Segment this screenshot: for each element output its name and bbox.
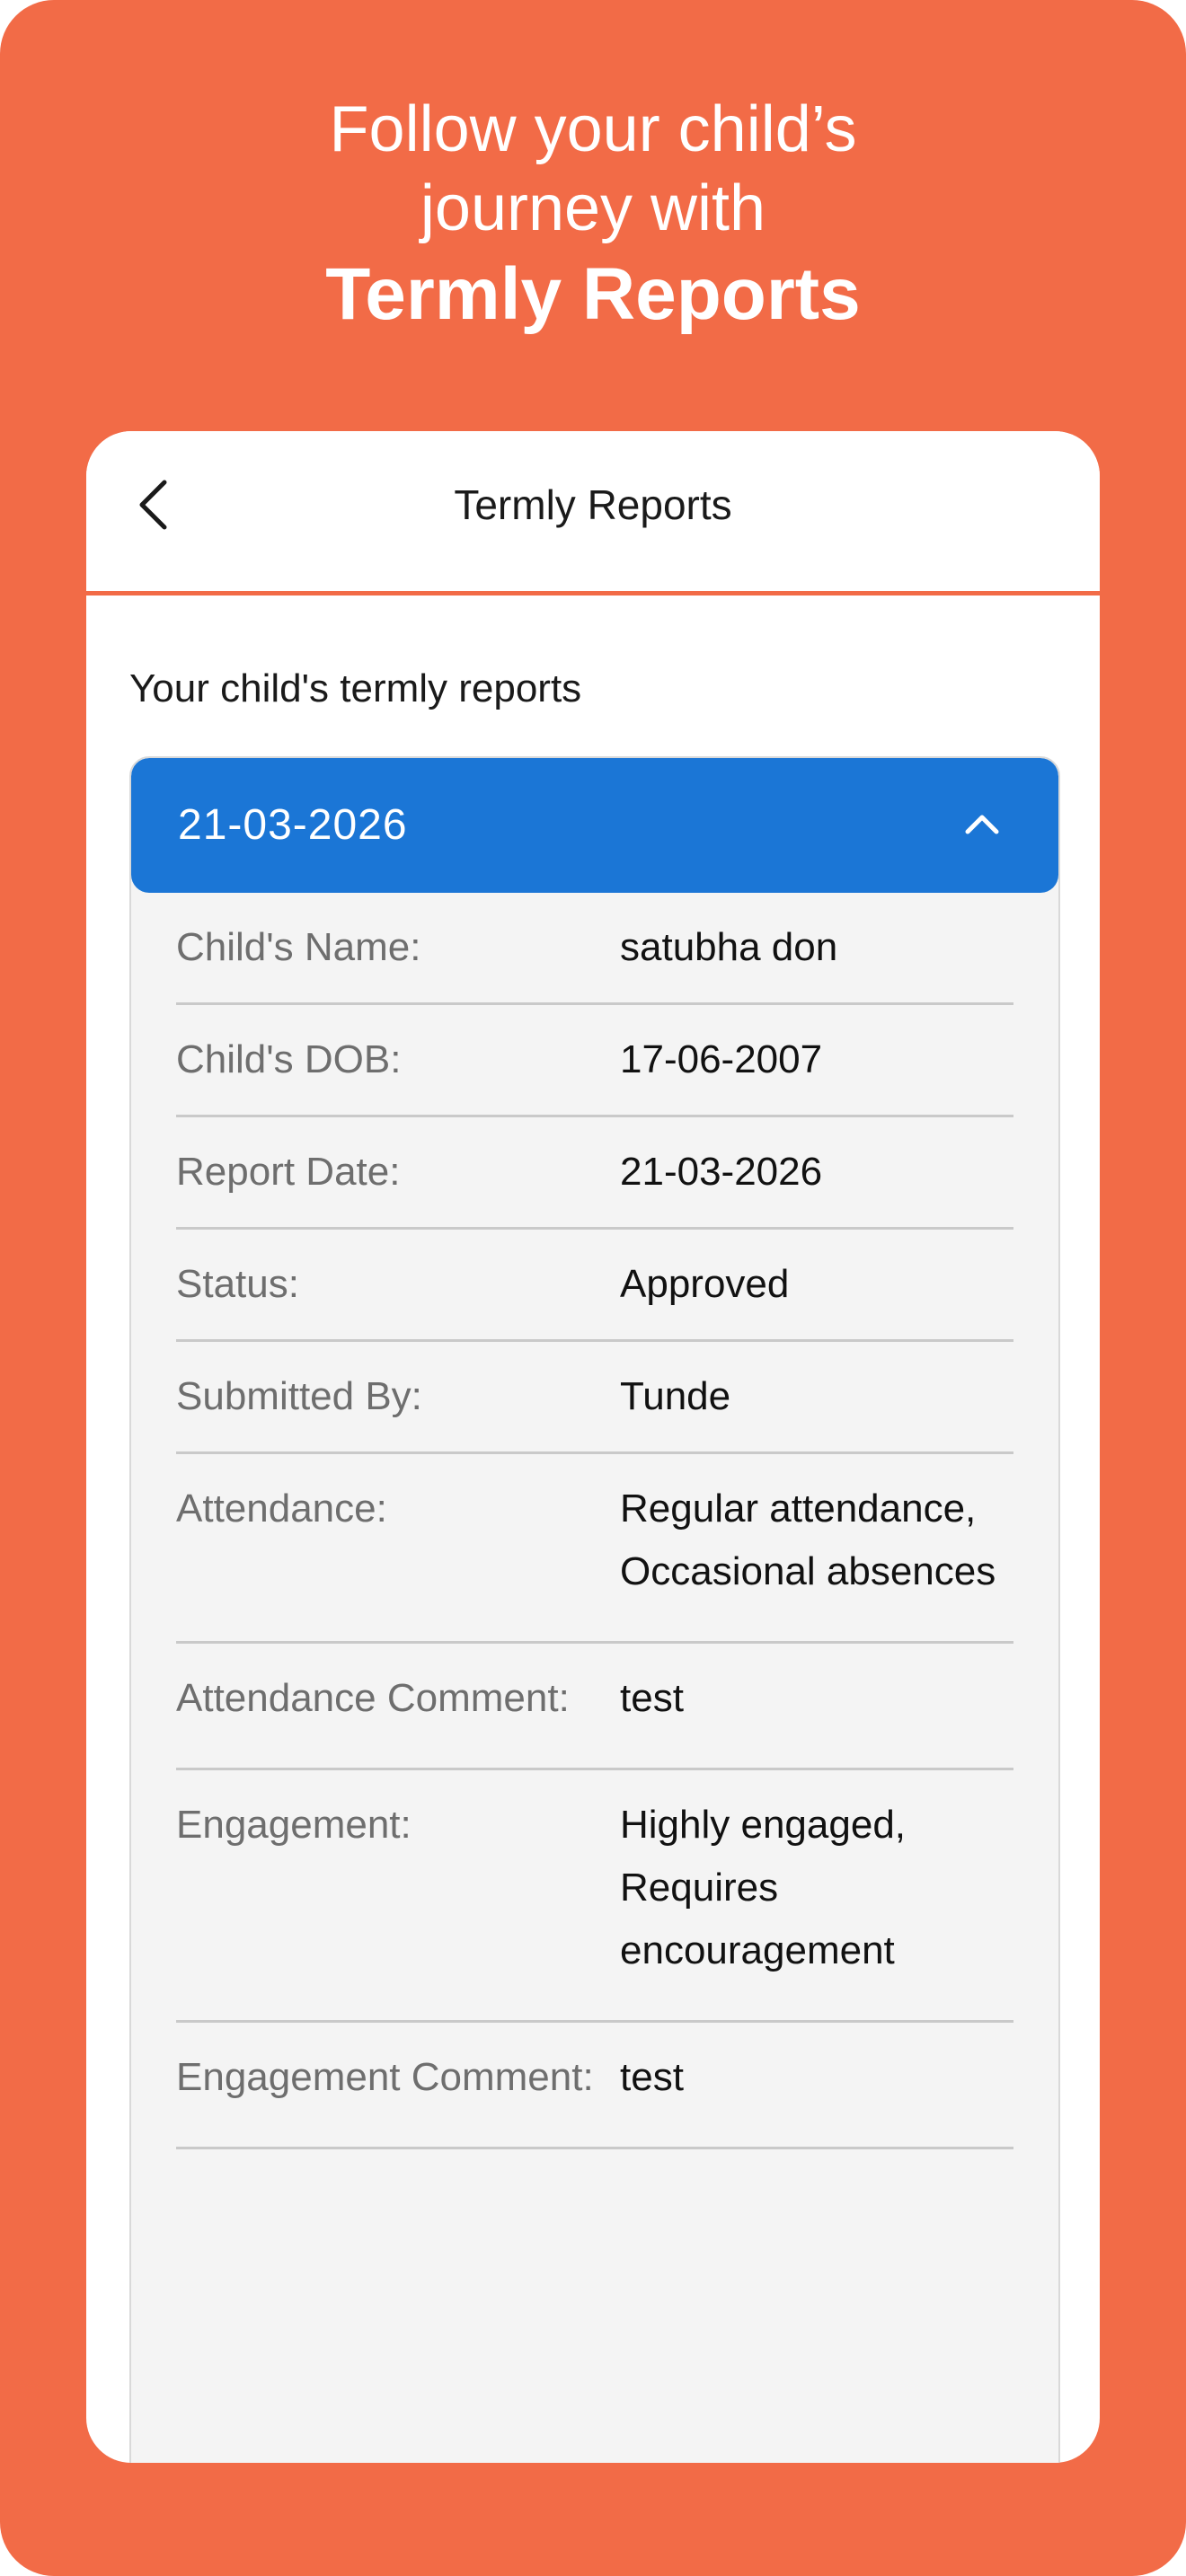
detail-value: Highly engaged, Requires encouragement: [620, 1803, 907, 1972]
detail-row-engagement-comment: [176, 2023, 1013, 2149]
detail-label: Report Date:: [176, 1150, 401, 1194]
chevron-up-icon: [964, 813, 1000, 839]
detail-value: Regular attendance, Occasional absences: [620, 1486, 996, 1593]
promo-headline: [0, 90, 1186, 340]
detail-row-status: [176, 1230, 1013, 1342]
headline-line-3: Termly Reports: [325, 253, 861, 335]
detail-value: 17-06-2007: [620, 1037, 823, 1081]
detail-value: test: [620, 2055, 684, 2099]
detail-label: Attendance:: [176, 1486, 387, 1531]
status-value: Approved: [620, 1262, 790, 1306]
detail-row-child-name: [176, 893, 1013, 1005]
detail-row-child-dob: [176, 1005, 1013, 1117]
detail-label: Engagement:: [176, 1803, 412, 1847]
report-accordion-header[interactable]: [131, 758, 1058, 893]
report-accordion: [129, 756, 1060, 2463]
page-title: Termly Reports: [454, 481, 732, 528]
detail-label: Engagement Comment:: [176, 2055, 594, 2099]
detail-label: Status:: [176, 1262, 299, 1306]
detail-value: test: [620, 1676, 684, 1720]
detail-label: Child's DOB:: [176, 1037, 402, 1081]
detail-value: satubha don: [620, 925, 838, 969]
detail-label: Submitted By:: [176, 1374, 422, 1418]
detail-value: 21-03-2026: [620, 1150, 823, 1194]
app-bar: [86, 431, 1100, 595]
detail-value: Tunde: [620, 1374, 731, 1418]
detail-row-report-date: [176, 1117, 1013, 1230]
headline-line-2: journey with: [420, 172, 766, 244]
section-title: Your child's termly reports: [129, 666, 582, 710]
detail-label: Attendance Comment:: [176, 1676, 570, 1720]
collapse-toggle[interactable]: [960, 803, 1005, 848]
detail-label: Child's Name:: [176, 925, 421, 969]
headline-line-1: Follow your child’s: [329, 93, 857, 165]
report-date-label: 21-03-2026: [178, 801, 408, 849]
detail-row-submitted-by: [176, 1342, 1013, 1454]
detail-row-attendance-comment: [176, 1644, 1013, 1770]
detail-row-engagement: [176, 1770, 1013, 2023]
report-details: [131, 893, 1058, 2149]
detail-row-attendance: [176, 1454, 1013, 1644]
app-screen: [86, 431, 1100, 2463]
